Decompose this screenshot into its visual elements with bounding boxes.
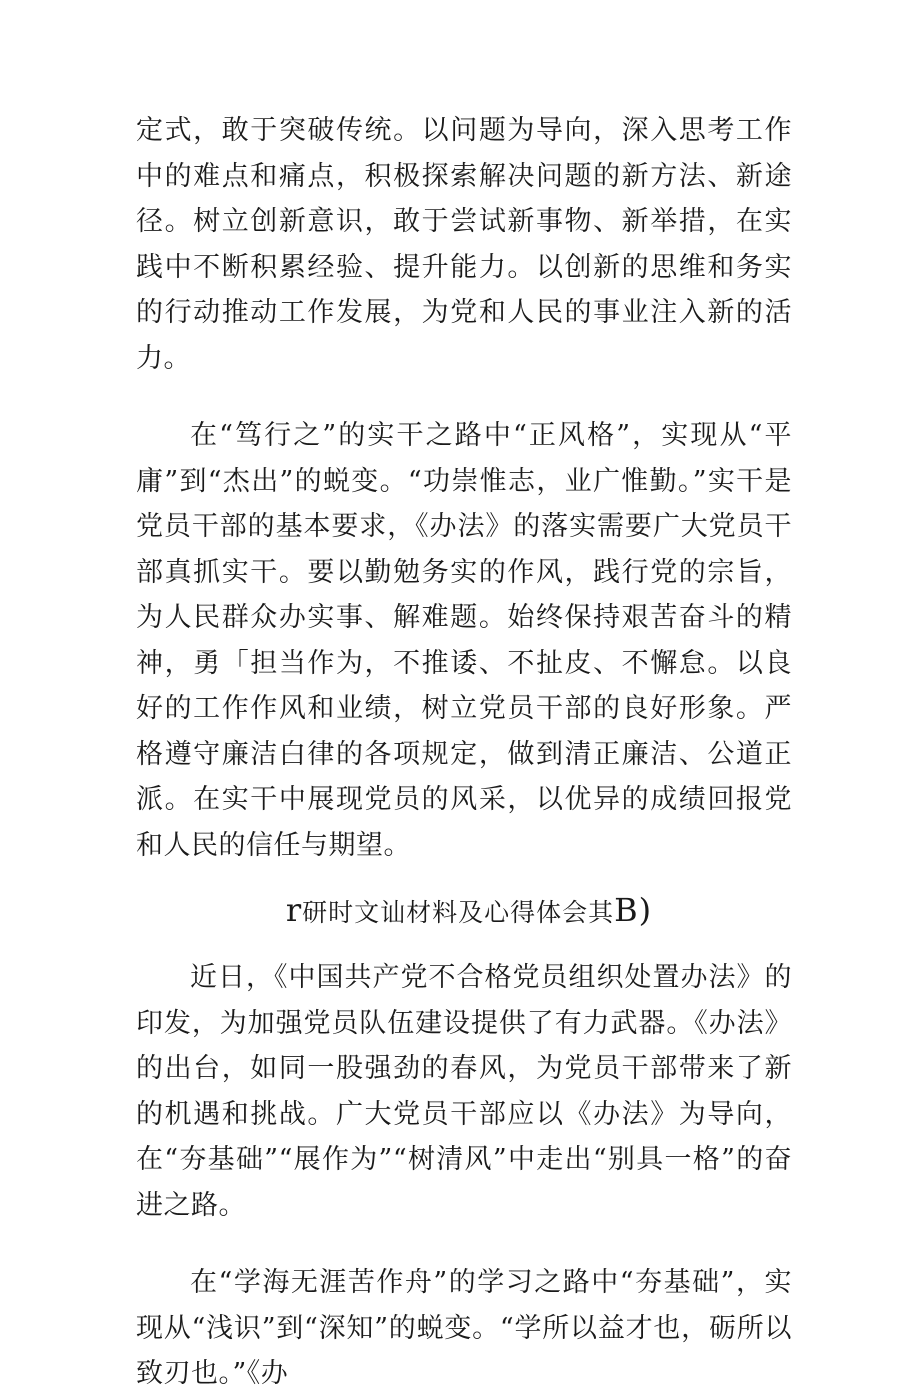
heading-text: 研时文讪材料及心得体会其 (302, 898, 615, 927)
heading-prefix: r (285, 891, 303, 929)
paragraph-intro: 近日，《中国共产党不合格党员组织处置办法》的印发，为加强党员队伍建设提供了有力武器。《办法》的出台，如同一股强劲的春风，为党员干部带来了新的机遇和挑战。广大党员干部应以《办法》为导向，在“夯基础”“展作为”“树清风”中走出“别具一格”的奋进之路。 (136, 962, 792, 1221)
paragraph-study: 在“学海无涯苦作舟”的学习之路中“夯基础”，实现从“浅识”到“深知”的蜕变。“学所以益才也，砺所以致刃也。”《办 (136, 1267, 792, 1389)
section-heading (136, 890, 792, 933)
paragraph-continuation: 定式，敢于突破传统。以问题为导向，深入思考工作中的难点和痛点，积极探索解决问题的新方法、新途径。树立创新意识，敢于尝试新事物、新举措，在实践中不断积累经验、提升能力。以创新的思维和务实的行动推动工作发展，为党和人民的事业注入新的活力。 (136, 115, 792, 374)
paragraph-practice: 在“笃行之”的实干之路中“正风格”，实现从“平庸”到“杰出”的蜕变。“功崇惟志，业广惟勤。”实干是党员干部的基本要求，《办法》的落实需要广大党员干部真抓实干。要以勤勉务实的作风，践行党的宗旨，为人民群众办实事、解难题。始终保持艰苦奋斗的精神，勇「担当作为，不推诿、不扯皮、不懈怠。以良好的工作作风和业绩，树立党员干部的良好形象。严格遵守廉洁白律的各项规定，做到清正廉洁、公道正派。在实干中展现党员的风采，以优异的成绩回报党和人民的信任与期望。 (136, 420, 792, 861)
document-body (136, 108, 792, 1397)
heading-suffix: B) (614, 891, 653, 929)
